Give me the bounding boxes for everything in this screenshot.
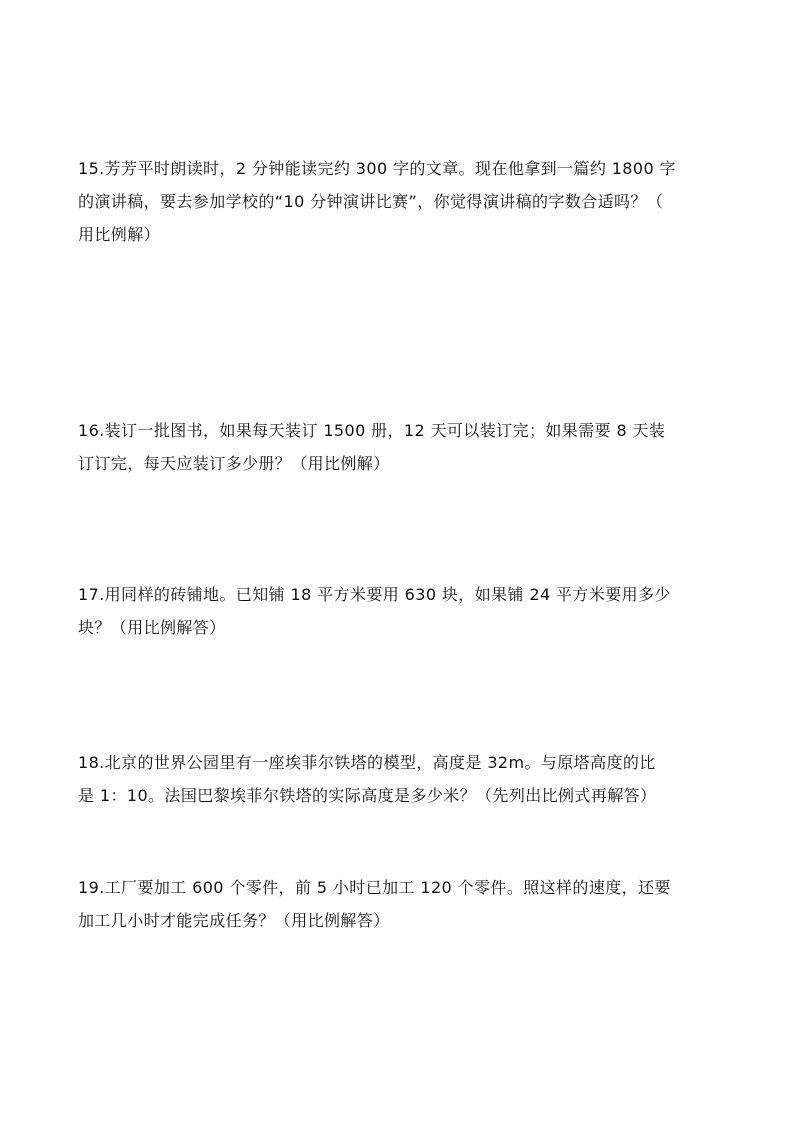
question-line: 18.北京的世界公园里有一座埃菲尔铁塔的模型，高度是 32m。与原塔高度的比 bbox=[78, 753, 656, 772]
question-line: 15.芳芳平时朗读时，2 分钟能读完约 300 字的文章。现在他拿到一篇约 1800 字 bbox=[78, 159, 676, 178]
question-16 bbox=[78, 414, 718, 480]
question-line: 是 1：10。法国巴黎埃菲尔铁塔的实际高度是多少米？（先列出比例式再解答） bbox=[78, 786, 657, 805]
question-line: 订订完，每天应装订多少册？（用比例解） bbox=[78, 454, 390, 473]
question-line: 17.用同样的砖铺地。已知铺 18 平方米要用 630 块，如果铺 24 平方米要用多少 bbox=[78, 585, 671, 604]
question-line: 用比例解） bbox=[78, 225, 161, 244]
question-17 bbox=[78, 578, 718, 644]
question-18 bbox=[78, 746, 718, 812]
question-line: 16.装订一批图书，如果每天装订 1500 册，12 天可以装订完；如果需要 8 天装 bbox=[78, 421, 666, 440]
question-line: 19.工厂要加工 600 个零件，前 5 小时已加工 120 个零件。照这样的速度，还要 bbox=[78, 878, 671, 897]
question-line: 块？（用比例解答） bbox=[78, 618, 226, 637]
question-line: 的演讲稿，要去参加学校的“10 分钟演讲比赛”，你觉得演讲稿的字数合适吗？（ bbox=[78, 192, 664, 211]
question-line: 加工几小时才能完成任务？（用比例解答） bbox=[78, 911, 390, 930]
question-15 bbox=[78, 152, 718, 251]
question-19 bbox=[78, 871, 718, 937]
